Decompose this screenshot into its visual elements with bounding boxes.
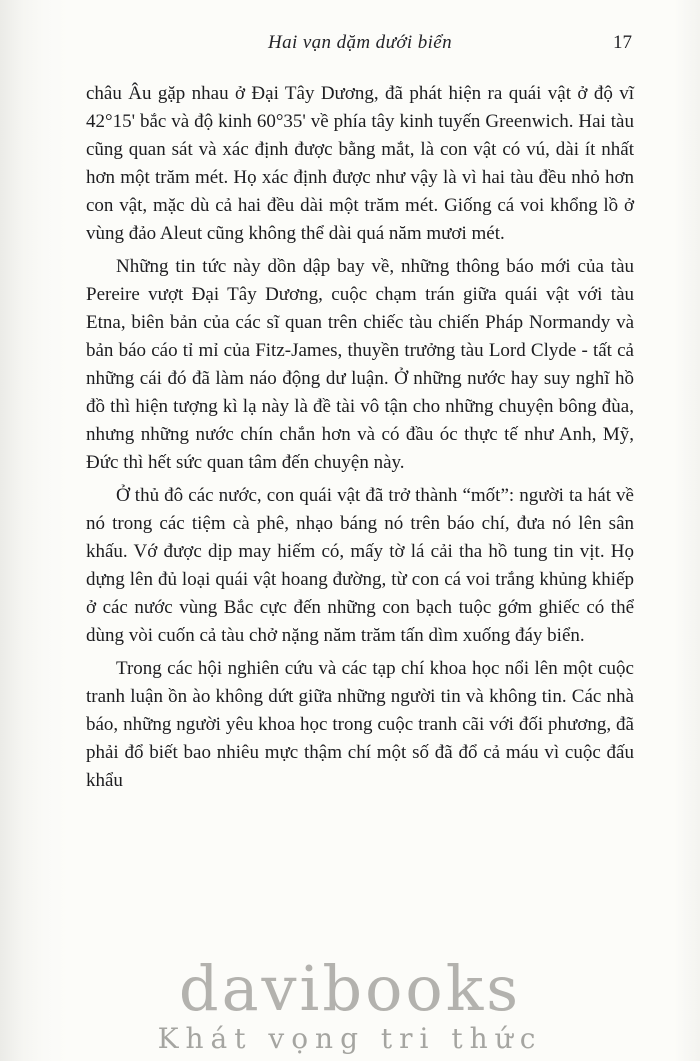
running-header <box>86 32 634 58</box>
body-paragraph: Ở thủ đô các nước, con quái vật đã trở thành “mốt”: người ta hát về nó trong các tiệm cà phê, nhạo báng nó trên báo chí, đưa nó lên sân khấu. Vớ được dịp may hiếm có, mấy tờ lá cải tha hồ tung tin vịt. Họ dựng lên đủ loại quái vật hoang đường, từ con cá voi trắng khủng khiếp ở các nước vùng Bắc cực đến những con bạch tuộc gớm ghiếc có thể dùng vòi cuốn cả tàu chở nặng năm trăm tấn dìm xuống đáy biển. <box>86 485 634 646</box>
page-number: 17 <box>613 32 632 53</box>
body-paragraph: châu Âu gặp nhau ở Đại Tây Dương, đã phát hiện ra quái vật ở độ vĩ 42°15' bắc và độ kinh 60°35' về phía tây kinh tuyến Greenwich. Hai tàu cũng quan sát và xác định được bằng mắt, là con vật có vú, dài ít nhất hơn một trăm mét. Họ xác định được như vậy là vì hai tàu đều nhỏ hơn con vật, mặc dù cả hai đều dài một trăm mét. Giống cá voi khổng lồ ở vùng đảo Aleut cũng không thể dài quá năm mươi mét. <box>86 83 634 244</box>
body-paragraph: Trong các hội nghiên cứu và các tạp chí khoa học nổi lên một cuộc tranh luận ồn ào không dứt giữa những người tin và không tin. Các nhà báo, những người yêu khoa học trong cuộc tranh cãi với đối phương, đã phải đổ biết bao nhiêu mực thậm chí một số đã đổ cả máu vì cuộc đấu khẩu <box>86 658 634 791</box>
page-body <box>86 80 634 800</box>
watermark <box>0 952 700 1056</box>
watermark-brand: davibooks <box>178 952 522 1026</box>
body-paragraph: Những tin tức này dồn dập bay về, những thông báo mới của tàu Pereire vượt Đại Tây Dương, cuộc chạm trán giữa quái vật với tàu Etna, biên bản của các sĩ quan trên chiếc tàu chiến Pháp Normandy và bản báo cáo tỉ mỉ của Fitz-James, thuyền trưởng tàu Lord Clyde - tất cả những cái đó đã làm náo động dư luận. Ở những nước hay suy nghĩ hồ đồ thì hiện tượng kì lạ này là đề tài vô tận cho những chuyện bông đùa, nhưng những nước chín chắn hơn và có đầu óc thực tế như Anh, Mỹ, Đức thì hết sức quan tâm đến chuyện này. <box>86 256 634 473</box>
watermark-tagline: Khát vọng tri thức <box>157 1022 543 1056</box>
page-title: Hai vạn dặm dưới biển <box>267 32 453 53</box>
